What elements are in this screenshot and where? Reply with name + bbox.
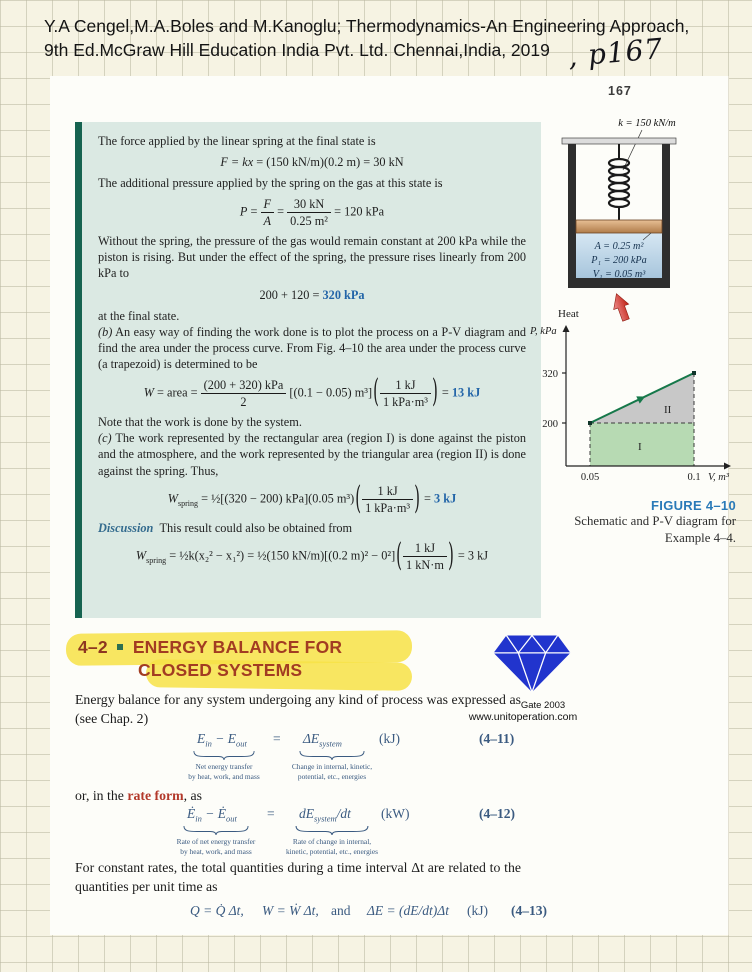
math-part: P	[239, 204, 248, 219]
equation-number: (4–13)	[511, 903, 547, 918]
equation-4-12	[75, 806, 565, 864]
discussion-paragraph: Discussion This result could also be obtained from	[98, 521, 353, 536]
underbrace-label: Net energy transfer by heat, work, and mass	[188, 762, 260, 781]
math-rhs: $dE_{system}/dt$	[299, 806, 351, 824]
state-point-2	[692, 371, 696, 375]
math-part: F = kx	[220, 155, 254, 170]
math-and: and	[331, 903, 351, 918]
region-1-label: I	[638, 441, 642, 453]
citation-line2: 9th Ed.McGraw Hill Education India Pvt. Ltd. Chennai,India, 2019	[44, 40, 550, 61]
citation-line1: Y.A Cengel,M.A.Boles and M.Kanoglu; Thermodynamics-An Engineering Approach,	[44, 16, 690, 36]
math-part: W	[143, 385, 154, 400]
body-rate-form-line: or, in the rate form, as	[75, 788, 203, 803]
equation-force	[98, 154, 526, 170]
fraction: $\frac{1 kJ}{1 kN\cdot m}$	[403, 541, 447, 572]
x-axis-label: V, m³	[708, 472, 730, 483]
math-part: = 3 kJ	[457, 548, 489, 563]
paragraph: (b) An easy way of finding the work done is to plot the process on a P-V diagram and find the area under the process curve. From Fig. 4–10 the area under the process curve (a trapezoid) is determined to be	[98, 325, 526, 372]
paragraph: The additional pressure applied by the spring on the gas at this state is	[98, 176, 443, 191]
gas-area-label: A = 0.25 m²	[594, 241, 644, 252]
math-part: [(0.1 − 0.05) m³]	[289, 385, 373, 400]
big-paren: )	[431, 372, 438, 411]
section-number: 4–2	[78, 637, 108, 657]
handwritten-page-ref: , p167	[566, 31, 665, 74]
math-part: W	[167, 491, 178, 506]
gas-pressure-label: P₁ = 200 kPa	[591, 255, 647, 266]
equation-work-area	[98, 372, 526, 411]
math-rhs: $\Delta E_{system}$	[303, 731, 342, 749]
equation-pressure	[98, 197, 526, 228]
equation-number: (4–11)	[479, 731, 515, 746]
math-part: =	[250, 204, 258, 219]
gas-volume-label: V₁ = 0.05 m³	[592, 269, 646, 280]
section-title-line2: CLOSED SYSTEMS	[138, 659, 303, 680]
big-paren: )	[414, 478, 420, 517]
paragraph: at the final state.	[98, 308, 180, 323]
fraction: $\frac{1 kJ}{\text{1 kPa·m³}}$	[380, 378, 431, 409]
item-marker: (c)	[98, 431, 112, 446]
math-part: Q = Q̇ Δt,	[190, 903, 244, 918]
rate-form-emphasis: rate form	[127, 788, 184, 803]
unit-label: (kJ)	[379, 731, 400, 746]
top-plate	[562, 138, 676, 144]
math-part: ΔE = (dE/dt)Δt	[367, 903, 449, 918]
square-bullet-icon	[117, 644, 123, 650]
cylinder-wall-left	[568, 144, 576, 288]
math-sub: spring	[146, 556, 167, 566]
logo-text: Gate 2003	[520, 700, 566, 711]
math-result: 320 kPa	[322, 287, 365, 302]
math-part: =	[441, 385, 449, 400]
spring-icon	[609, 144, 629, 220]
big-paren: )	[447, 536, 454, 574]
x-tick-01: 0.1	[687, 472, 701, 483]
math-part: W = Ẇ Δt,	[262, 903, 319, 918]
underbrace	[295, 825, 369, 835]
fraction: $\frac{30 kN}{\text{0.25 m²}}$	[287, 197, 331, 228]
paragraph: The force applied by the linear spring at the final state is	[98, 134, 376, 148]
equation-spring-work-check	[98, 536, 526, 574]
underbrace-label: Change in internal, kinetic, potential, etc., energies	[291, 762, 373, 781]
y-axis-arrow	[563, 325, 570, 332]
spring-constant-label: k = 150 kN/m	[618, 118, 676, 129]
paragraph: Without the spring, the pressure of the gas would remain constant at 200 kPa while the piston is rising. But under the effect of the spring, the pressure rises linearly from 200 kPa to	[98, 233, 526, 281]
equation-number: (4–12)	[479, 806, 515, 821]
paragraph: (c) The work represented by the rectangular area (region I) is done against the piston and the atmosphere, and the work represented by the triangular area (region II) is done against the spring. Thus,	[98, 431, 526, 478]
section-title-line1: ENERGY BALANCE FOR	[132, 637, 343, 657]
piston	[576, 220, 662, 233]
cylinder-wall-right	[662, 144, 670, 288]
math-result: 3 kJ	[434, 491, 457, 506]
page-number: 167	[608, 84, 632, 98]
piston-cylinder-schematic	[550, 112, 700, 324]
x-axis-arrow	[724, 463, 731, 470]
region-2-label: II	[664, 404, 672, 416]
unit-label: (kW)	[381, 806, 410, 821]
math-equals: =	[267, 806, 275, 821]
math-part: = ½k(x₂² − x₁²) = ½(150 kN/m)[(0.2 m)² − 0²]	[169, 548, 396, 563]
logo-url: www.unitoperation.com	[468, 711, 578, 723]
math-result: 13 kJ	[451, 385, 481, 400]
math-part: = area =	[157, 385, 198, 400]
math-part: =	[277, 204, 285, 219]
math-lhs: $E_{in} - E_{out}$	[197, 731, 247, 749]
underbrace-label: Rate of change in internal, kinetic, potential, etc., energies	[285, 837, 378, 856]
unit-label: (kJ)	[467, 903, 488, 918]
underbrace	[183, 825, 249, 835]
y-axis-label: P, kPa	[530, 326, 557, 337]
equation-4-13	[75, 903, 565, 927]
equation-spring-work	[98, 478, 526, 517]
math-part: 200 + 120 =	[259, 287, 320, 302]
underbrace	[193, 750, 255, 760]
example-solution-box	[75, 122, 541, 618]
diamond-logo-icon	[486, 630, 578, 694]
pv-diagram	[528, 318, 736, 490]
underbrace	[299, 750, 365, 760]
body-paragraph-1: Energy balance for any system undergoing any kind of process was expressed as (see Chap. 2)	[75, 692, 521, 727]
big-paren: (	[355, 478, 362, 517]
figure-caption: FIGURE 4–10 Schematic and P-V diagram for Example 4–4.	[540, 498, 736, 546]
x-tick-005: 0.05	[580, 472, 600, 483]
fraction: $\frac{F}{A}$	[261, 197, 275, 228]
fraction: $\frac{\text{(200 + 320) kPa}}{2}$	[201, 378, 287, 409]
math-part: = (150 kN/m)(0.2 m) = 30 kN	[256, 155, 404, 170]
math-lhs: $Ė_{in}$ − $Ė_{out}$	[187, 806, 237, 824]
section-heading	[78, 636, 342, 682]
big-paren: (	[396, 536, 403, 574]
region-1-area	[590, 423, 694, 466]
equation-final-pressure	[98, 287, 526, 303]
math-part: = 120 kPa	[334, 204, 385, 219]
body-paragraph-2: For constant rates, the total quantities during a time interval Δt are related to the quantities per unit time as	[75, 860, 521, 895]
heat-label: Heat	[558, 308, 579, 320]
figure-caption-title: FIGURE 4–10	[651, 498, 736, 513]
y-tick-200: 200	[542, 419, 558, 430]
math-part: W	[135, 548, 147, 563]
discussion-label: Discussion	[98, 521, 154, 536]
leader-line	[623, 130, 642, 170]
math-part: = ½[(320 − 200) kPa](0.05 m³)	[201, 491, 355, 506]
equation-4-11	[75, 731, 565, 789]
paragraph: Note that the work is done by the system.	[98, 414, 302, 429]
item-marker: (b)	[98, 325, 113, 340]
math-sub: spring	[177, 498, 198, 508]
y-tick-320: 320	[542, 369, 558, 380]
math-equals: =	[273, 731, 281, 746]
state-point-1	[588, 421, 592, 425]
fraction: $\frac{1 kJ}{\text{1 kPa·m³}}$	[362, 484, 413, 515]
big-paren: (	[373, 372, 379, 411]
underbrace-label: Rate of net energy transfer by heat, work, and mass	[176, 837, 256, 856]
math-part: =	[424, 491, 431, 506]
